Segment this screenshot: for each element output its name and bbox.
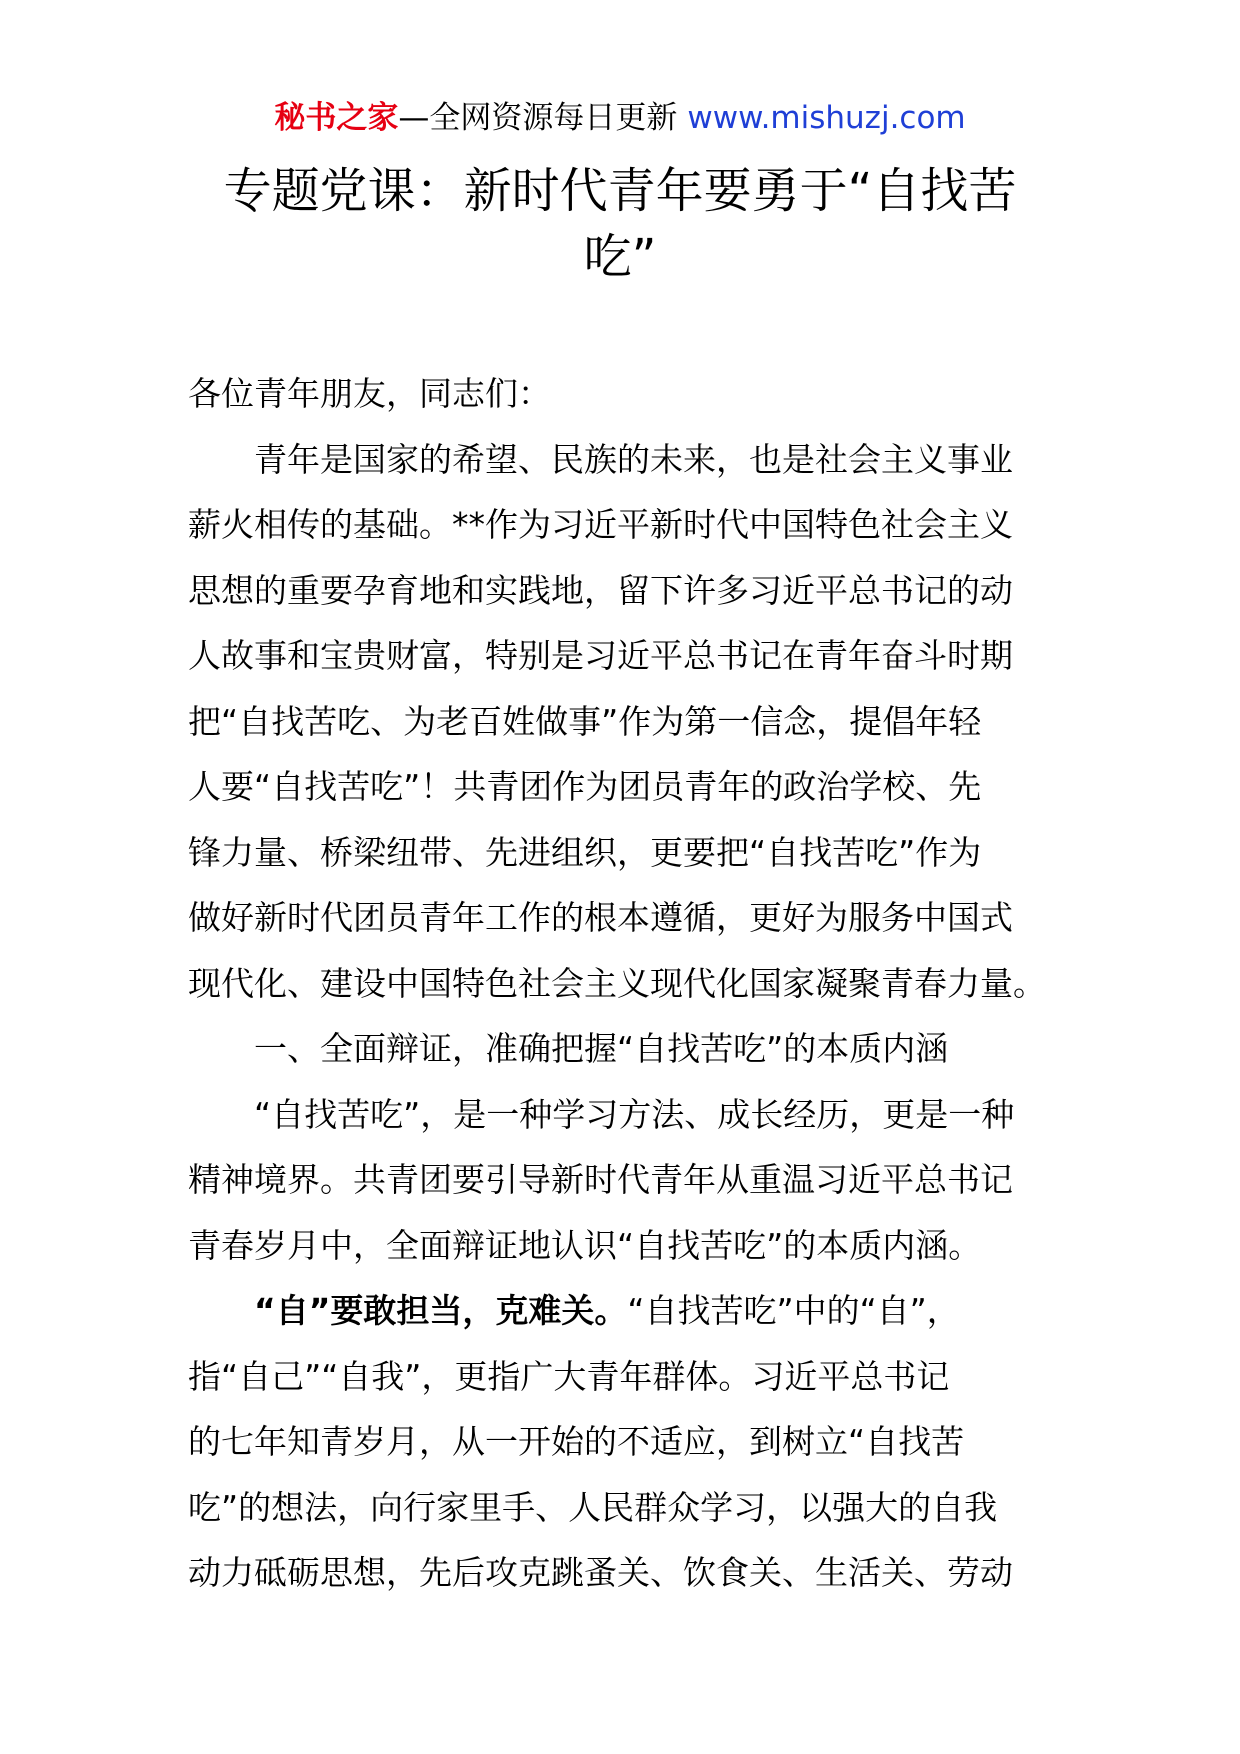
lead-rest: “自找苦吃”中的“自”，	[627, 1291, 960, 1330]
brand-name: 秘书之家	[274, 100, 399, 136]
text-line: “自找苦吃”，是一种学习方法、成长经历，更是一种	[254, 1094, 1015, 1134]
paragraph-self	[188, 1278, 1038, 1606]
paragraph-intro	[188, 427, 1046, 1017]
text-line: 现代化、建设中国特色社会主义现代化国家凝聚青春力量。	[188, 963, 1046, 1003]
text-line: 的七年知青岁月，从一开始的不适应，到树立“自找苦	[188, 1422, 965, 1461]
text-line: 吃”的想法，向行家里手、人民群众学习，以强大的自我	[188, 1487, 998, 1527]
salutation	[188, 361, 1038, 427]
text-line: 人故事和宝贵财富，特别是习近平总书记在青年奋斗时期	[188, 636, 1013, 675]
section-heading	[188, 1016, 1038, 1082]
text-line: 青年是国家的希望、民族的未来，也是社会主义事业	[254, 439, 1013, 479]
text-line: 精神境界。共青团要引导新时代青年从重温习近平总书记	[188, 1160, 1013, 1199]
title-line: 专题党课：新时代青年要勇于“自找苦	[223, 163, 1017, 219]
text-line: 人要“自找苦吃”！共青团作为团员青年的政治学校、先	[188, 767, 982, 806]
site-url-link[interactable]: www.mishuzj.com	[687, 100, 966, 136]
text-line: 各位青年朋友，同志们：	[188, 374, 551, 413]
text-line: 薪火相传的基础。**作为习近平新时代中国特色社会主义	[188, 505, 1013, 544]
section-1-heading: 一、全面辩证，准确把握“自找苦吃”的本质内涵	[254, 1029, 949, 1068]
paragraph-essence	[188, 1082, 1038, 1279]
text-line	[188, 1278, 1038, 1344]
header-tagline: —全网资源每日更新	[398, 100, 678, 136]
text-line: 把“自找苦吃、为老百姓做事”作为第一信念，提倡年轻	[188, 701, 982, 741]
bold-lead: “自”要敢担当，克难关。	[254, 1291, 628, 1330]
site-header	[0, 98, 1240, 138]
title-line: 吃”	[583, 229, 657, 285]
text-line: 做好新时代团员青年工作的根本遵循，更好为服务中国式	[188, 898, 1013, 937]
text-line: 指“自己”“自我”，更指广大青年群体。习近平总书记	[188, 1356, 950, 1396]
text-line: 思想的重要孕育地和实践地，留下许多习近平总书记的动	[188, 570, 1013, 610]
document-body	[188, 361, 1046, 1606]
text-line: 锋力量、桥梁纽带、先进组织，更要把“自找苦吃”作为	[188, 832, 982, 872]
document-title	[200, 158, 1040, 290]
text-line: 青春岁月中，全面辩证地认识“自找苦吃”的本质内涵。	[188, 1225, 982, 1265]
text-line: 动力砥砺思想，先后攻克跳蚤关、饮食关、生活关、劳动	[188, 1553, 1013, 1592]
